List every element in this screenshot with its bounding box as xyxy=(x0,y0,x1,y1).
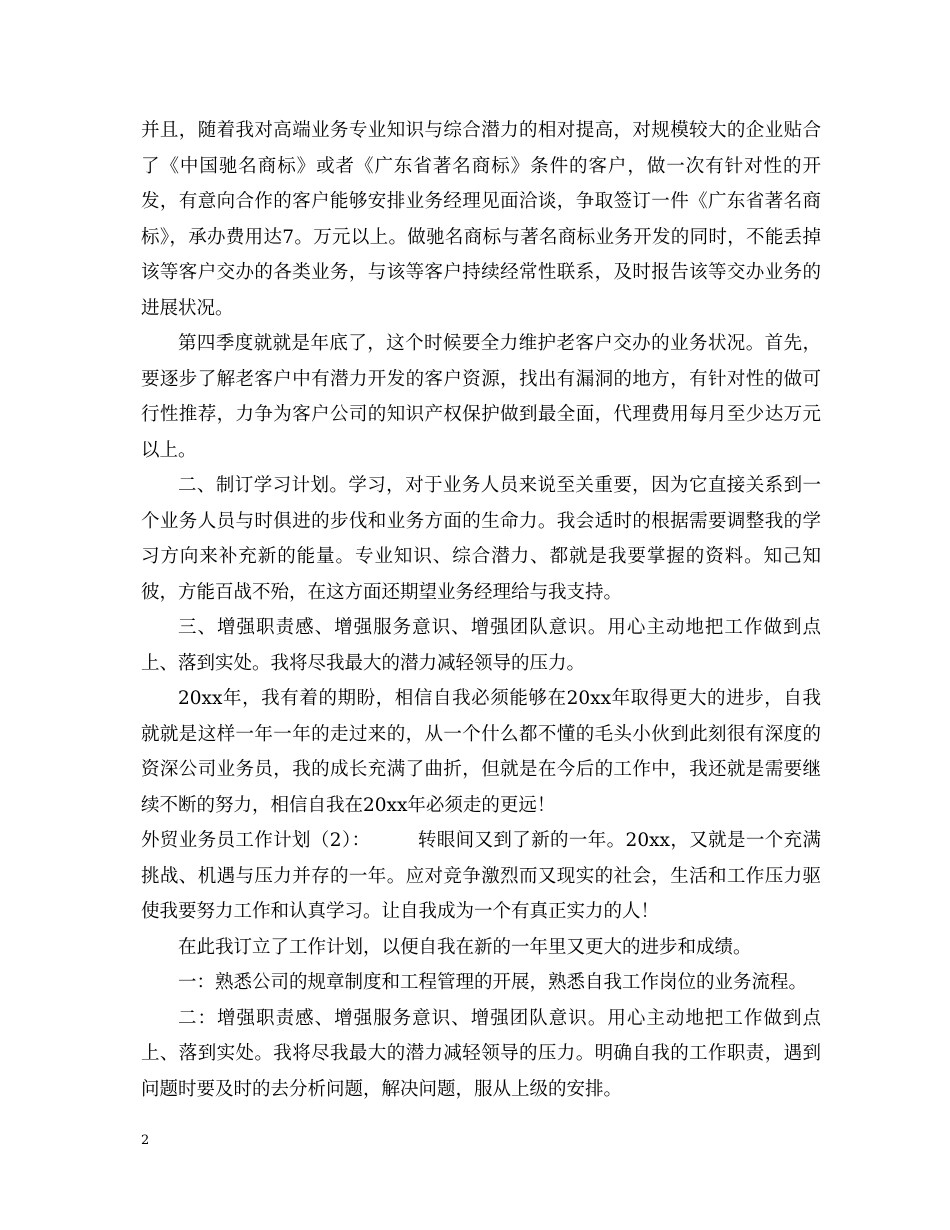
paragraph: 一：熟悉公司的规章制度和工程管理的开展，熟悉自我工作岗位的业务流程。 xyxy=(178,972,808,993)
paragraph: 第四季度就就是年底了，这个时候要全力维护老客户交办的业务状况。首先，要逐步了解老客户中有潜力开发的客户资源，找出有漏洞的地方，有针对性的做可行性推荐，力争为客户公司的知识产权保护做到最全面，代理费用每月至少达万元以上。 xyxy=(141,333,821,461)
page-number: 2 xyxy=(141,1133,150,1148)
paragraph: 20xx年，我有着的期盼，相信自我必须能够在20xx年取得更大的进步，自我就就是这样一年一年的走过来的，从一个什么都不懂的毛头小伙到此刻很有深度的资深公司业务员，我的成长充满了曲折，但就是在今后的工作中，我还就是需要继续不断的努力，相信自我在20xx年必须走的更远！ xyxy=(141,688,821,816)
paragraph: 三、增强职责感、增强服务意识、增强团队意识。用心主动地把工作做到点上、落到实处。我将尽我最大的潜力减轻领导的压力。 xyxy=(141,617,821,674)
paragraph-section-heading: 外贸业务员工作计划（2）： 转眼间又到了新的一年。20xx，又就是一个充满挑战、机遇与压力并存的一年。应对竞争激烈而又现实的社会，生活和工作压力驱使我要努力工作和认真学习。让自我成为一个有真正实力的人！ xyxy=(141,830,821,922)
paragraph: 在此我订立了工作计划，以便自我在新的一年里又更大的进步和成绩。 xyxy=(178,936,752,958)
paragraph: 二：增强职责感、增强服务意识、增强团队意识。用心主动地把工作做到点上、落到实处。我将尽我最大的潜力减轻领导的压力。明确自我的工作职责，遇到问题时要及时的去分析问题，解决问题，服从上级的安排。 xyxy=(141,1007,821,1100)
paragraph: 并且，随着我对高端业务专业知识与综合潜力的相对提高，对规模较大的企业贴合了《中国驰名商标》或者《广东省著名商标》条件的客户，做一次有针对性的开发，有意向合作的客户能够安排业务经理见面洽谈，争取签订一件《广东省著名商标》，承办费用达7。万元以上。做驰名商标与著名商标业务开发的同时，不能丢掉该等客户交办的各类业务，与该等客户持续经常性联系，及时报告该等交办业务的进展状况。 xyxy=(141,120,821,319)
paragraph: 二、制订学习计划。学习，对于业务人员来说至关重要，因为它直接关系到一个业务人员与时俱进的步伐和业务方面的生命力。我会适时的根据需要调整我的学习方向来补充新的能量。专业知识、综合潜力、都就是我要掌握的资料。知己知彼，方能百战不殆，在这方面还期望业务经理给与我支持。 xyxy=(141,475,821,603)
document-body xyxy=(141,113,821,1107)
